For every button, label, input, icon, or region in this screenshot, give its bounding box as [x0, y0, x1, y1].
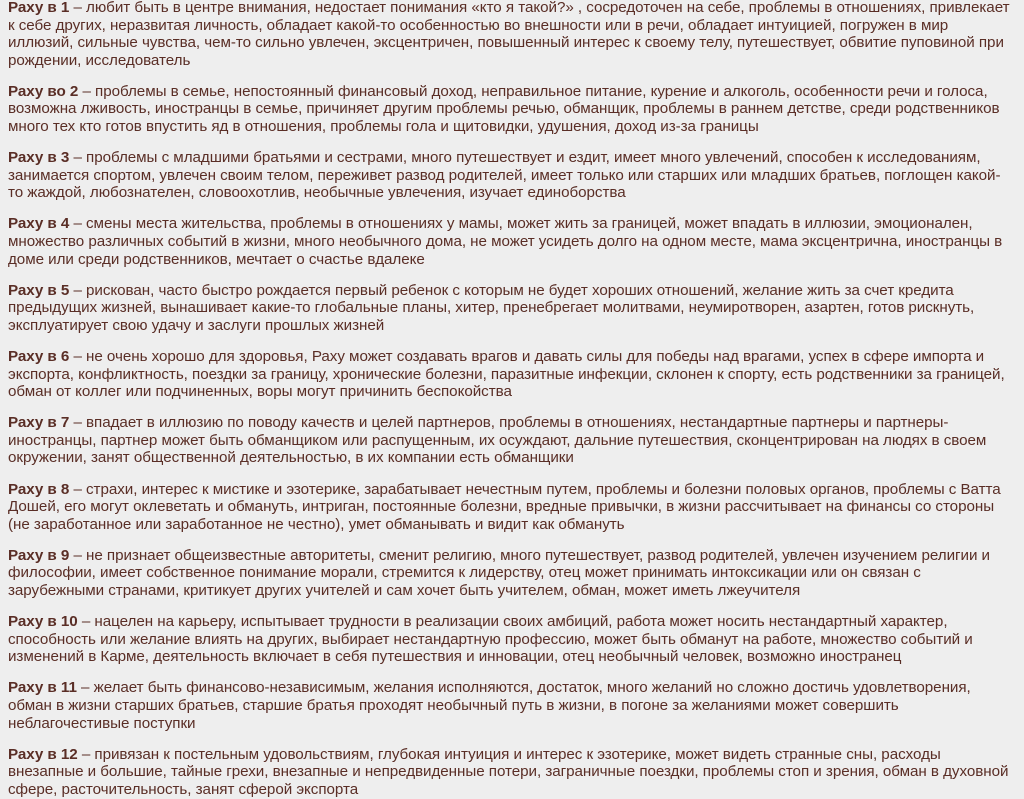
- paragraph-text: – смены места жительства, проблемы в отношениях у мамы, может жить за границей, может впадать в иллюзии, эмоционален, множество различных событий в жизни, много необычного дома, не может усидеть долго на одном месте, мама эксцентрична, иностранцы в доме или среди родственников, мечтает о счастье вдалеке: [8, 215, 1003, 268]
- paragraph-heading: Раху в 1: [8, 0, 70, 16]
- paragraph-heading: Раху в 7: [8, 414, 70, 432]
- paragraph-rahu-10: [8, 613, 1014, 666]
- text-content: [8, 0, 1014, 798]
- paragraph-text: – не очень хорошо для здоровья, Раху может создавать врагов и давать силы для победы над врагами, успех в сфере импорта и экспорта, конфликтность, поездки за границу, хронические болезни, паразитные инфекции, склонен к спорту, есть родственники за границей, обман от коллег или подчиненных, воры могут причинить беспокойства: [8, 348, 1005, 401]
- paragraph-rahu-6: [8, 348, 1014, 401]
- paragraph-heading: Раху в 12: [8, 745, 78, 763]
- paragraph-heading: Раху в 9: [8, 546, 70, 564]
- paragraph-rahu-4: [8, 215, 1014, 268]
- paragraph-rahu-3: [8, 149, 1014, 202]
- paragraph-heading: Раху в 6: [8, 348, 70, 365]
- paragraph-heading: Раху в 3: [8, 149, 70, 167]
- paragraph-heading: Раху в 10: [8, 613, 78, 631]
- paragraph-rahu-1: [8, 0, 1014, 69]
- paragraph-rahu-5: [8, 282, 1014, 335]
- paragraph-text: – желает быть финансово-независимым, желания исполняются, достаток, много желаний но сложно достичь удовлетворения, обман в жизни старших братьев, старшие братья проходят необычный путь в жизни, в погоне за желаниями может совершить неблагочестивые поступки: [8, 679, 971, 732]
- paragraph-rahu-12: [8, 746, 1014, 799]
- paragraph-text: – нацелен на карьеру, испытывает трудности в реализации своих амбиций, работа может носить нестандартный характер, способность или желание влиять на других, выбирает нестандартную профессию, может быть обманут на работе, множество событий и изменений в Карме, деятельность включает в себя путешествия и инновации, отец необычный человек, возможно иностранец: [8, 613, 973, 666]
- paragraph-text: – проблемы с младшими братьями и сестрами, много путешествует и ездит, имеет много увлечений, способен к исследованиям, занимается спортом, увлечен своим телом, переживет развод родителей, имеет только или старших или младших братьев, поглощен какой-то жаждой, любознателен, словоохотлив, необычные увлечения, изучает единоборства: [8, 149, 1001, 202]
- paragraph-rahu-8: [8, 481, 1014, 534]
- paragraph-text: – привязан к постельным удовольствиям, глубокая интуиция и интерес к эзотерике, может видеть странные сны, расходы внезапные и большие, тайные грехи, внезапные и непредвиденные потери, заграничные поездки, проблемы стоп и зрения, обман в духовной сфере, расточительность, занят сферой экспорта: [8, 745, 1009, 798]
- paragraph-heading: Раху в 5: [8, 281, 70, 299]
- paragraph-text: – впадает в иллюзию по поводу качеств и целей партнеров, проблемы в отношениях, нестандартные партнеры и партнеры- иностранцы, партнер может быть обманщиком или распущенным, их осуждают, дальние путешествия, сконцентрирован на людях в своем окружении, занят общественной деятельностью, в их компании есть обманщики: [8, 414, 987, 467]
- paragraph-heading: Раху в 4: [8, 215, 70, 233]
- paragraph-rahu-7: [8, 414, 1014, 467]
- paragraph-rahu-9: [8, 547, 1014, 600]
- paragraph-heading: Раху в 11: [8, 679, 77, 697]
- paragraph-text: – страхи, интерес к мистике и эзотерике, зарабатывает нечестным путем, проблемы и болезни половых органов, проблемы с Ватта Дошей, его могут оклеветать и обмануть, интриган, постоянные болезни, вредные привычки, в жизни рассчитывает на финансы со стороны (не заработанное или заработанное не честно), умет обманывать и видит как обмануть: [8, 480, 1001, 533]
- paragraph-text: – не признает общеизвестные авторитеты, сменит религию, много путешествует, развод родителей, увлечен изучением религии и философии, имеет собственное понимание морали, стремится к лидерству, отец может принимать интоксикации или он связан с зарубежными странами, критикует других учителей и сам хочет быть учителем, обман, может иметь лжеучителя: [8, 546, 990, 600]
- paragraph-heading: Раху в 8: [8, 480, 70, 498]
- paragraph-text: – рискован, часто быстро рождается первый ребенок с которым не будет хороших отношений, желание жить за счет кредита предыдущих жизней, вынашивает какие-то глобальные планы, хитер, пренебрегает молитвами, неумиротворен, азартен, готов рискнуть, эксплуатирует свою удачу и заслуги прошлых жизней: [8, 281, 975, 334]
- paragraph-heading: Раху во 2: [8, 82, 79, 100]
- paragraph-text: – любит быть в центре внимания, недостает понимания «кто я такой?» , сосредоточен на себе, проблемы в отношениях, привлекает к себе других, неразвитая личность, обладает какой-то особенностью во внешности или в речи, обладает интуицией, погружен в мир иллюзий, сильные чувства, чем-то сильно увлечен, эксцентричен, повышенный интерес к своему телу, путешествует, обвитие пуповиной при рождении, исследователь: [8, 0, 1010, 69]
- paragraph-rahu-2: [8, 83, 1014, 136]
- paragraph-rahu-11: [8, 679, 1014, 732]
- paragraph-text: – проблемы в семье, непостоянный финансовый доход, неправильное питание, курение и алкоголь, особенности речи и голоса, возможна лживость, иностранцы в семье, причиняет другим проблемы речью, обманщик, проблемы в раннем детстве, среди родственников много тех кто готов впустить яд в отношения, проблемы гола и щитовидки, удушения, доход из-за границы: [8, 82, 1000, 136]
